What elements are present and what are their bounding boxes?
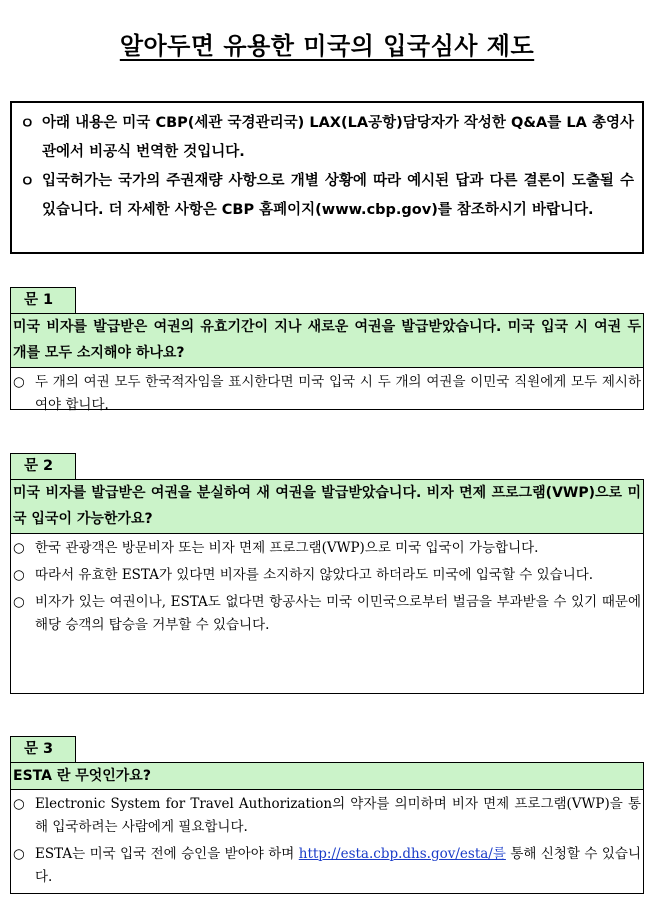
answer-bullet: ○ — [13, 594, 25, 610]
answer-bullet: ○ — [13, 796, 25, 812]
notice-bullet: ㅇ — [20, 172, 35, 190]
question-2-answers — [10, 534, 644, 694]
answer-item — [13, 591, 641, 637]
answer-text: 따라서 유효한 ESTA가 있다면 비자를 소지하지 않았다고 하더라도 미국에 입국할 수 있습니다. — [35, 567, 594, 583]
answer-bullet: ○ — [13, 567, 25, 583]
answer-text: Electronic System for Travel Authorization의 약자를 의미하며 비자 면제 프로그램(VWP)을 통해 입국하려는 사람에게 필요합니다. — [35, 796, 641, 835]
answer-text: 비자가 있는 여권이나, ESTA도 없다면 항공사는 미국 이민국으로부터 벌금을 부과받을 수 있기 때문에 해당 승객의 탑승을 거부할 수 있습니다. — [35, 594, 641, 633]
answer-bullet: ○ — [13, 374, 25, 390]
notice-text: 아래 내용은 미국 CBP(세관 국경관리국) LAX(LA공항)담당자가 작성한 Q&A를 LA 총영사관에서 비공식 번역한 것입니다. — [42, 115, 634, 160]
answer-item — [13, 371, 641, 417]
notice-text: 입국허가는 국가의 주권재량 사항으로 개별 상황에 따라 예시된 답과 다른 결론이 도출될 수 있습니다. 더 자세한 사항은 CBP 홈페이지(www.cbp.gov)를 참조하시기 바랍니다. — [42, 173, 634, 218]
page-title — [0, 26, 654, 61]
notice-bullet: ㅇ — [20, 114, 35, 132]
answer-item — [13, 564, 641, 587]
answer-text-before: ESTA는 미국 입국 전에 승인을 받아야 하며 — [35, 846, 299, 862]
answer-item — [13, 843, 641, 889]
page-title-text: 알아두면 유용한 미국의 입국심사 제도 — [119, 32, 535, 60]
notice-box — [10, 101, 644, 254]
answer-item — [13, 537, 641, 560]
question-1-answers — [10, 368, 644, 413]
esta-link[interactable]: http://esta.cbp.dhs.gov/esta/를 — [298, 846, 506, 862]
answer-text-after: 통해 신청할 수 있습니다. — [35, 846, 641, 885]
question-2-label: 문 2 — [10, 453, 76, 479]
question-1-label: 문 1 — [10, 287, 76, 313]
question-3-answers — [10, 790, 644, 894]
answer-text: 한국 관광객은 방문비자 또는 비자 면제 프로그램(VWP)으로 미국 입국이 가능합니다. — [35, 540, 539, 556]
question-3-text: ESTA 란 무엇인가요? — [10, 762, 644, 790]
question-2-text: 미국 비자를 발급받은 여권을 분실하여 새 여권을 발급받았습니다. 비자 면제 프로그램(VWP)으로 미국 입국이 가능한가요? — [10, 479, 644, 534]
question-3-label: 문 3 — [10, 736, 76, 762]
answer-item — [13, 793, 641, 839]
notice-item — [20, 109, 634, 167]
question-1-text: 미국 비자를 발급받은 여권의 유효기간이 지나 새로운 여권을 발급받았습니다. 미국 입국 시 여권 두 개를 모두 소지해야 하나요? — [10, 313, 644, 368]
notice-item — [20, 167, 634, 225]
answer-text — [35, 843, 641, 889]
answer-bullet: ○ — [13, 846, 25, 862]
answer-text: 두 개의 여권 모두 한국적자임을 표시한다면 미국 입국 시 두 개의 여권을 이민국 직원에게 모두 제시하여야 합니다. — [35, 374, 641, 413]
answer-bullet: ○ — [13, 540, 25, 556]
